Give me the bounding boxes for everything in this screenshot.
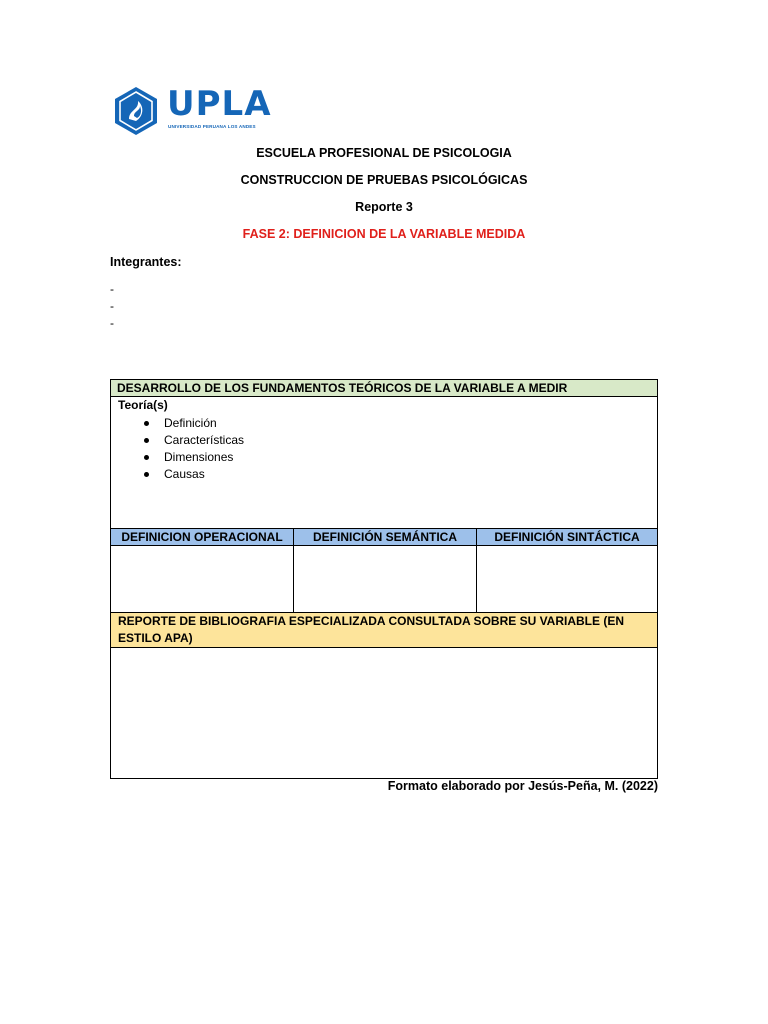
school-title: ESCUELA PROFESIONAL DE PSICOLOGIA [256, 146, 512, 160]
bibliography-section-header: REPORTE DE BIBLIOGRAFIA ESPECIALIZADA CONSULTADA SOBRE SU VARIABLE (EN ESTILO APA) [111, 613, 658, 648]
course-title: CONSTRUCCION DE PRUEBAS PSICOLÓGICAS [240, 173, 528, 187]
bibliography-cell[interactable] [111, 648, 658, 779]
upla-shield-icon [112, 86, 160, 136]
theory-list [118, 415, 650, 483]
col-syntactic-header: DEFINICIÓN SINTÁCTICA [477, 529, 658, 546]
theory-cell[interactable] [111, 397, 658, 529]
theory-item-caracteristicas: Características [164, 432, 650, 449]
upla-logo [112, 86, 272, 136]
theory-item-definicion: Definición [164, 415, 650, 432]
semantic-definition-cell[interactable] [294, 546, 477, 613]
col-semantic-header: DEFINICIÓN SEMÁNTICA [294, 529, 477, 546]
member-entry-1: - [110, 282, 114, 296]
member-entry-3: - [110, 316, 114, 330]
member-entry-2: - [110, 299, 114, 313]
phase-title: FASE 2: DEFINICION DE LA VARIABLE MEDIDA [242, 227, 526, 241]
upla-wordmark: UPLA [167, 84, 272, 124]
operational-definition-cell[interactable] [111, 546, 294, 613]
report-form-table [110, 379, 658, 779]
syntactic-definition-cell[interactable] [477, 546, 658, 613]
upla-subtitle: UNIVERSIDAD PERUANA LOS ANDES [168, 124, 256, 129]
report-title: Reporte 3 [355, 200, 413, 214]
members-label: Integrantes: [110, 255, 182, 269]
theory-item-dimensiones: Dimensiones [164, 449, 650, 466]
col-operational-header: DEFINICION OPERACIONAL [111, 529, 294, 546]
theory-section-header: DESARROLLO DE LOS FUNDAMENTOS TEÓRICOS DE LA VARIABLE A MEDIR [111, 380, 658, 397]
theory-item-causas: Causas [164, 466, 650, 483]
format-credit: Formato elaborado por Jesús-Peña, M. (2022) [387, 779, 658, 793]
theory-label: Teoría(s) [118, 398, 168, 412]
